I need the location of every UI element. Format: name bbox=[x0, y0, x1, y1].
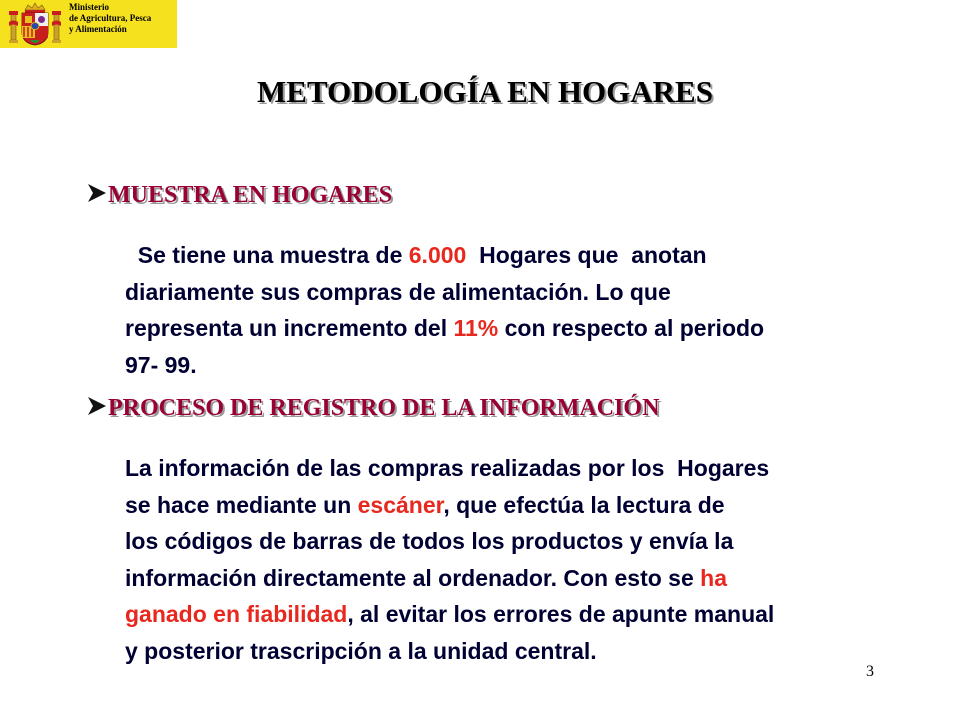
coat-of-arms-logo bbox=[8, 2, 62, 46]
sample-size-value: 6.000 bbox=[408, 242, 467, 268]
text-span: información directamente al ordenador. Con esto se bbox=[125, 564, 701, 591]
text-span: , al evitar los errores de apunte manual bbox=[347, 601, 775, 627]
text-span: se hace mediante un bbox=[125, 491, 358, 518]
paragraph-line: los códigos de barras de todos los productos y envía la bbox=[125, 528, 734, 554]
ministry-name bbox=[69, 2, 151, 35]
arrow-bullet-icon bbox=[86, 395, 108, 417]
paragraph-line bbox=[125, 310, 764, 347]
slide-title: METODOLOGÍA EN HOGARES bbox=[257, 74, 713, 109]
section-heading-proceso bbox=[86, 395, 659, 422]
ministry-line-2: de Agricultura, Pesca bbox=[69, 13, 152, 23]
paragraph-line: 97- 99. bbox=[125, 351, 197, 378]
ministry-line-1: Ministerio bbox=[69, 2, 109, 12]
arrow-bullet-icon bbox=[86, 182, 108, 204]
paragraph-line: y posterior trascripción a la unidad central. bbox=[125, 637, 597, 664]
paragraph-line: diariamente sus compras de alimentación. Lo que bbox=[125, 278, 671, 305]
section-heading-text: PROCESO DE REGISTRO DE LA INFORMACIÓN bbox=[108, 395, 660, 421]
section-heading-muestra bbox=[86, 182, 392, 209]
section-body-muestra bbox=[125, 237, 764, 383]
paragraph-line bbox=[125, 560, 774, 597]
highlight-ha: ha bbox=[700, 564, 727, 591]
text-span: Se tiene una muestra de bbox=[137, 242, 409, 268]
section-heading-text: MUESTRA EN HOGARES bbox=[108, 182, 393, 208]
text-span: representa un incremento del bbox=[125, 315, 454, 341]
ministry-header bbox=[0, 0, 177, 48]
text-span: Hogares que anotan bbox=[466, 242, 707, 268]
paragraph-line: La información de las compras realizadas por los Hogares bbox=[125, 455, 770, 481]
highlight-fiabilidad: ganado en fiabilidad bbox=[125, 601, 348, 627]
page-number: 3 bbox=[866, 663, 874, 680]
increment-percent: 11% bbox=[453, 315, 499, 341]
text-span: , que efectúa la lectura de bbox=[443, 491, 725, 518]
paragraph-line bbox=[125, 596, 774, 633]
text-span: con respecto al periodo bbox=[498, 315, 765, 341]
ministry-line-3: y Alimentación bbox=[69, 24, 127, 34]
paragraph-line bbox=[125, 487, 774, 524]
paragraph-line bbox=[125, 237, 764, 274]
highlight-scanner: escáner bbox=[357, 491, 444, 518]
section-body-proceso bbox=[125, 450, 774, 669]
